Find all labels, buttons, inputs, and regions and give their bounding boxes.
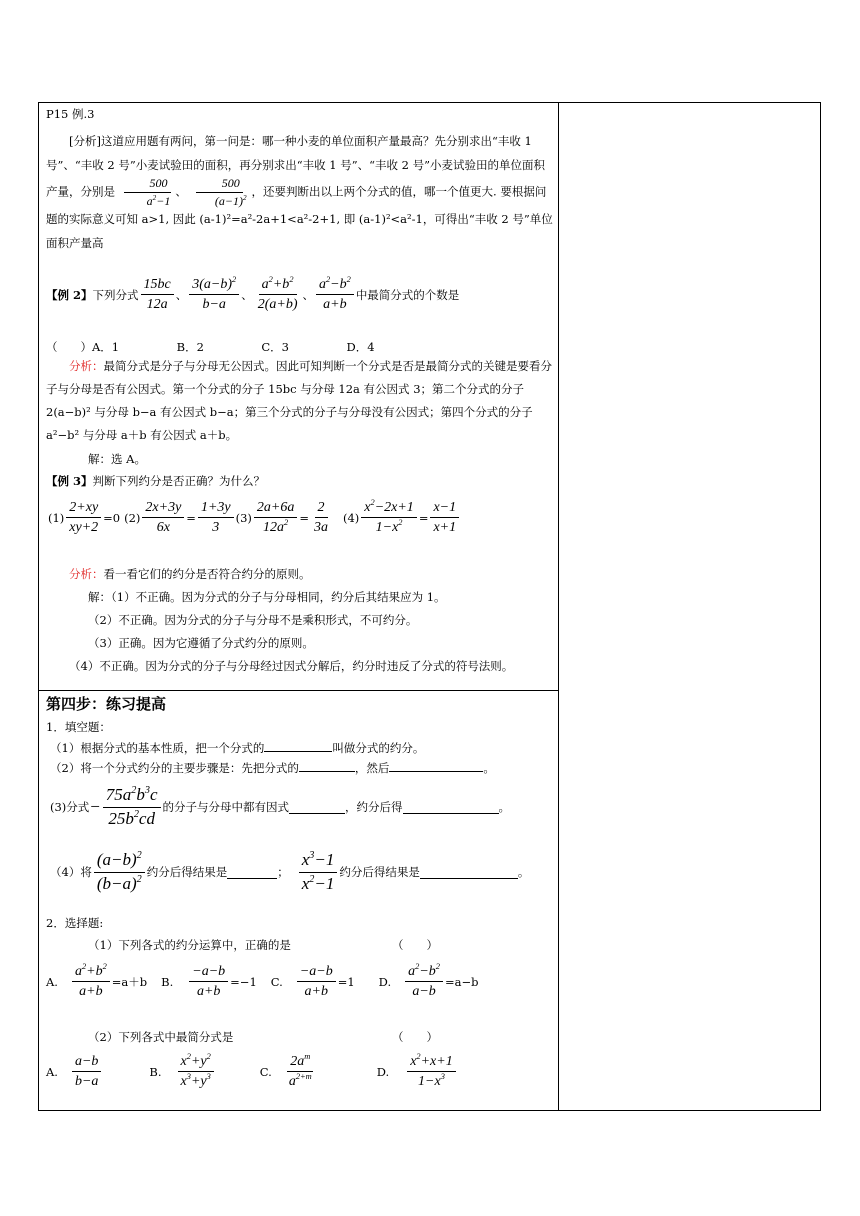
example3-equations: (1) $\frac{2+xy}{xy+2}$ =0 (2) $\frac{2x+3y}{6x}$ = $\frac{1+3y}{3}$ (3) $\frac{2a+6a}{12a^2}$ = $\frac{2}{3a}$ (4) $\frac{x^2-2x+1}{1-x^2}$ = $\frac{x-1}{x+1}$ bbox=[48, 500, 461, 536]
solution-4: （4）不正确。因为分式的分子与分母经过因式分解后，约分时违反了分式的符号法则。 bbox=[69, 659, 514, 673]
fill-2-text-c: 。 bbox=[483, 761, 495, 775]
fraction-a2-b2-over-a-minus-b: $\frac{a^2-b^2}{a-b}$ bbox=[405, 964, 443, 1000]
example2-prompt: 下列分式 bbox=[92, 287, 139, 302]
choice-1-prompt: （1）下列各式的约分运算中，正确的是 bbox=[88, 938, 291, 952]
fraction-neg-a-b-over-a-b: $\frac{-a-b}{a+b}$ bbox=[189, 964, 228, 1000]
row-divider bbox=[38, 690, 559, 691]
choice-2-options bbox=[46, 1054, 458, 1090]
option-c-result: =1 bbox=[337, 974, 355, 989]
eq1-number: (1) bbox=[48, 510, 65, 525]
fill-1 bbox=[50, 737, 424, 759]
option-a-result: =a＋b bbox=[111, 974, 148, 989]
fill-2-blank-2[interactable] bbox=[389, 759, 483, 772]
separator: 、 bbox=[175, 287, 188, 302]
p15-analysis-text-2: ，还要判断出以上两个分式的值，哪一个值更大. 要根据问题的实际意义可知 a>1, 因此 (a-1)²=a²-2a+1<a²-2+1, 即 (a-1)²<a²-1，可得出“丰收 2 号”单位面积产量高 bbox=[46, 184, 553, 250]
fraction-2x-3y: $\frac{2x+3y}{6x}$ bbox=[142, 500, 184, 536]
example2-label: 【例 2】 bbox=[46, 287, 93, 302]
fraction-a-b-over-b-a: $\frac{a-b}{b-a}$ bbox=[72, 1054, 101, 1090]
option-a-label: A. bbox=[46, 1064, 58, 1079]
example3-label: 【例 3】 bbox=[46, 474, 93, 488]
eq2-number: (2) bbox=[124, 510, 141, 525]
choice-title: 2．选择题: bbox=[46, 916, 104, 930]
fill-4-text-b: 约分后得结果是 bbox=[146, 865, 228, 880]
p15-title: P15 例.3 bbox=[46, 107, 95, 121]
example2-question bbox=[46, 277, 459, 313]
fraction-2-xy: $\frac{2+xy}{xy+2}$ bbox=[66, 500, 101, 536]
fill-4-blank-2[interactable] bbox=[420, 866, 518, 879]
choice-2-prompt: （2）下列各式中最简分式是 bbox=[88, 1030, 234, 1044]
fill-3-blank-1[interactable] bbox=[289, 801, 345, 814]
fraction-1-3y: $\frac{1+3y}{3}$ bbox=[198, 500, 234, 536]
choice-1-options bbox=[46, 964, 478, 1000]
p15-analysis-text-1: [分析]这道应用题有两问，第一问是：哪一种小麦的单位面积产量最高？先分别求出“丰收 1 号”、“丰收 2 号”小麦试验田的面积，再分别求出“丰收 1 号”、“丰收 2 号”小麦试验田的单位面积产量，分别是 bbox=[46, 134, 546, 199]
fraction-500-over-a2-1: $\frac{500}{a^2-1}$ bbox=[121, 177, 174, 208]
solution-1: 解：（1）不正确。因为分式的分子与分母相同，约分后其结果应为 1。 bbox=[88, 590, 446, 604]
option-b-label: B. bbox=[161, 974, 174, 989]
eq4-number: (4) bbox=[343, 510, 360, 525]
fraction-x2-x-1-over-1-x3: $\frac{x^2+x+1}{1-x^3}$ bbox=[407, 1054, 456, 1090]
choice-1-paren: （ ） bbox=[392, 938, 438, 952]
fill-title: 1．填空题： bbox=[46, 720, 111, 734]
fill-3-text-b: 的分子与分母中都有因式 bbox=[162, 800, 290, 815]
option-c-label: C. bbox=[270, 974, 283, 989]
example2-analysis-text: 最简分式是分子与分母无公因式。因此可知判断一个分式是否是最简分式的关键是要看分子与分母是否有公因式。第一个分式的分子 15bc 与分母 12a 有公因式 3；第二个分式的分子 2(a−b)² 与分母 b−a 有公因式 b−a；第三个分式的分子与分母没有公因式；第四个分式的分子 a²−b² 与分母 a＋b 有公因式 a＋b。 bbox=[46, 359, 552, 442]
fraction-x3-1-over-x2-1: $\frac{x^3-1}{x^2-1}$ bbox=[299, 851, 338, 893]
example2-choices: （ ）A．1 B．2 C．3 D．4 bbox=[46, 340, 375, 354]
column-divider bbox=[558, 102, 559, 1111]
fill-4-blank-1[interactable] bbox=[227, 866, 277, 879]
fill-1-blank[interactable] bbox=[264, 739, 332, 752]
fraction-x-1-over-x1: $\frac{x-1}{x+1}$ bbox=[430, 500, 459, 536]
fill-3-text-a: (3)分式 bbox=[50, 800, 90, 815]
example2-answer: 解：选 A。 bbox=[88, 452, 146, 466]
fill-4-text-d: 约分后得结果是 bbox=[339, 865, 420, 880]
fraction-a2-b2-over-a-b: $\frac{a^2+b^2}{a+b}$ bbox=[72, 964, 110, 1000]
fill-3-text-d: 。 bbox=[498, 800, 511, 815]
eq3-number: (3) bbox=[235, 510, 252, 525]
fraction-a-b-sq-over-b-a-sq: $\frac{(a-b)^2}{(b-a)^2}$ bbox=[94, 851, 145, 893]
fraction-a2-minus-b2: $\frac{a^2-b^2}{a+b}$ bbox=[316, 277, 354, 313]
fill-1-text-a: （1）根据分式的基本性质，把一个分式的 bbox=[50, 741, 265, 755]
fraction-x2-2x-1: $\frac{x^2-2x+1}{1-x^2}$ bbox=[361, 500, 417, 536]
example3-prompt: 判断下列约分是否正确？为什么？ bbox=[92, 474, 266, 488]
fill-2 bbox=[50, 757, 495, 779]
fill-1-text-b: 叫做分式的约分。 bbox=[332, 741, 425, 755]
choice-2-paren: （ ） bbox=[392, 1030, 438, 1044]
fill-4-text-e: 。 bbox=[517, 865, 530, 880]
example3-question bbox=[46, 470, 265, 492]
step4-heading: 第四步：练习提高 bbox=[46, 695, 167, 713]
solution-3: （3）正确。因为它遵循了分式约分的原则。 bbox=[88, 636, 314, 650]
option-d-label: D. bbox=[378, 974, 392, 989]
fill-4 bbox=[50, 851, 529, 893]
option-a-label: A. bbox=[46, 974, 58, 989]
separator: 、 bbox=[302, 287, 314, 302]
fill-3: (3)分式 − $\frac{75a^2b^3c}{25b^2cd}$ 的分子与分母中都有因式 ，约分后得 。 bbox=[50, 784, 511, 828]
fraction-x2-y2-over-x3-y3: $\frac{x^2+y^2}{x^3+y^3}$ bbox=[178, 1054, 214, 1090]
example3-analysis-text: 看一看它们的约分是否符合约分的原则。 bbox=[103, 567, 311, 581]
fill-2-text-b: ，然后 bbox=[354, 761, 390, 775]
example3-analysis-label: 分析： bbox=[69, 567, 104, 581]
fill-4-text-a: （4）将 bbox=[50, 865, 92, 880]
fill-2-blank-1[interactable] bbox=[299, 759, 355, 772]
example2-analysis-label: 分析： bbox=[69, 359, 104, 373]
fraction-2-3a: $\frac{2}{3a}$ bbox=[314, 500, 328, 536]
fill-3-blank-2[interactable] bbox=[403, 801, 499, 814]
option-b-result: =−1 bbox=[230, 974, 257, 989]
fill-3-text-c: ，约分后得 bbox=[345, 800, 403, 815]
separator: 、 bbox=[175, 184, 187, 199]
example2-suffix: 中最简分式的个数是 bbox=[355, 287, 460, 302]
option-c-label: C. bbox=[259, 1064, 272, 1079]
option-b-label: B. bbox=[149, 1064, 162, 1079]
fraction-2a-6a: $\frac{2a+6a}{12a^2}$ bbox=[254, 500, 297, 536]
fraction-neg-a-b-over-a-b-c: $\frac{-a-b}{a+b}$ bbox=[297, 964, 336, 1000]
fraction-15bc-12a: $\frac{15bc}{12a}$ bbox=[141, 277, 174, 313]
example3-analysis bbox=[46, 563, 311, 585]
solution-2: （2）不正确。因为分式的分子与分母不是乘积形式，不可约分。 bbox=[88, 613, 418, 627]
p15-analysis bbox=[46, 130, 554, 255]
option-d-label: D. bbox=[376, 1064, 390, 1079]
eq1-result: =0 bbox=[103, 510, 121, 525]
fraction-500-over-a-1-sq: $\frac{500}{(a-1)^2}$ bbox=[189, 177, 250, 208]
fraction-75a2b3c: $\frac{75a^2b^3c}{25b^2cd}$ bbox=[103, 786, 161, 828]
option-d-result: =a−b bbox=[444, 974, 479, 989]
fraction-3-a-b-sq: $\frac{3(a-b)^2}{b-a}$ bbox=[189, 277, 239, 313]
fraction-2am-over-a2m: $\frac{2a^m}{a^{2+m}}$ bbox=[288, 1052, 312, 1090]
fill-4-text-c: ； bbox=[277, 865, 289, 880]
fraction-a2-plus-b2: $\frac{a^2+b^2}{2(a+b)}$ bbox=[257, 275, 298, 313]
example2-analysis bbox=[46, 355, 554, 447]
fill-2-text-a: （2）将一个分式约分的主要步骤是：先把分式的 bbox=[50, 761, 299, 775]
separator: 、 bbox=[241, 287, 253, 302]
